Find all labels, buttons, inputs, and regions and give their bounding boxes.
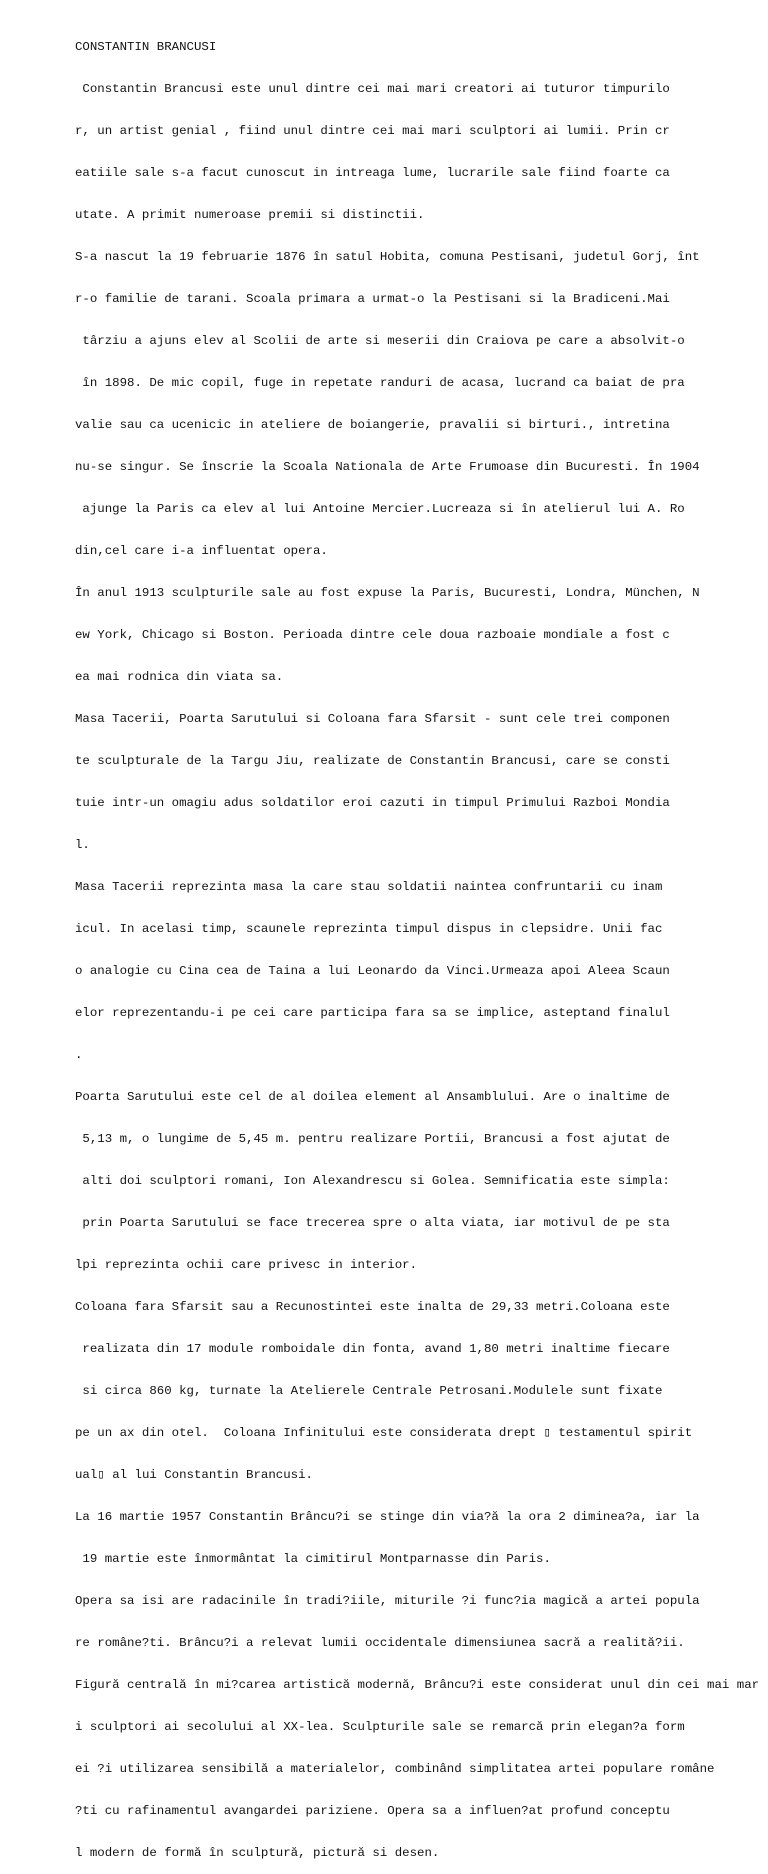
text-line: nu-se singur. Se înscrie la Scoala Nationala de Arte Frumoase din Bucuresti. În 1904 (75, 460, 700, 474)
text-line: eatiile sale s-a facut cunoscut in intreaga lume, lucrarile sale fiind foarte ca (75, 166, 670, 180)
text-line: În anul 1913 sculpturile sale au fost expuse la Paris, Bucuresti, Londra, München, N (75, 586, 700, 600)
document-title: CONSTANTIN BRANCUSI (75, 40, 217, 54)
text-line: pe un ax din otel. Coloana Infinitului este considerata drept ▯ testamentul spirit (75, 1426, 693, 1440)
text-line: i sculptori ai secolului al XX-lea. Sculpturile sale se remarcă prin elegan?a form (75, 1720, 685, 1734)
text-line: Poarta Sarutului este cel de al doilea element al Ansamblului. Are o inaltime de (75, 1090, 670, 1104)
text-line: ew York, Chicago si Boston. Perioada dintre cele doua razboaie mondiale a fost c (75, 628, 670, 642)
text-line: S-a nascut la 19 februarie 1876 în satul Hobita, comuna Pestisani, judetul Gorj, înt (75, 250, 700, 264)
text-line: icul. In acelasi timp, scaunele reprezinta timpul dispus in clepsidre. Unii fac (75, 922, 663, 936)
text-line: o analogie cu Cina cea de Taina a lui Leonardo da Vinci.Urmeaza apoi Aleea Scaun (75, 964, 670, 978)
text-line: Masa Tacerii reprezinta masa la care stau soldatii naintea confruntarii cu inam (75, 880, 663, 894)
text-line: re române?ti. Brâncu?i a relevat lumii occidentale dimensiunea sacră a realită?ii. (75, 1636, 685, 1650)
text-line: Masa Tacerii, Poarta Sarutului si Coloana fara Sfarsit - sunt cele trei componen (75, 712, 670, 726)
text-line: . (75, 1048, 83, 1062)
text-line: Opera sa isi are radacinile în tradi?iile, miturile ?i func?ia magică a artei popula (75, 1594, 700, 1608)
text-line: Coloana fara Sfarsit sau a Recunostintei este inalta de 29,33 metri.Coloana este (75, 1300, 670, 1314)
text-line: Figură centrală în mi?carea artistică modernă, Brâncu?i este considerat unul din cei mai mar (75, 1678, 760, 1692)
text-line: ea mai rodnica din viata sa. (75, 670, 284, 684)
text-line: în 1898. De mic copil, fuge in repetate randuri de acasa, lucrand ca baiat de pra (75, 376, 685, 390)
text-line: ei ?i utilizarea sensibilă a materialelor, combinând simplitatea artei populare române (75, 1762, 715, 1776)
text-line: alti doi sculptori romani, Ion Alexandrescu si Golea. Semnificatia este simpla: (75, 1174, 670, 1188)
text-line: lpi reprezinta ochii care privesc in interior. (75, 1258, 418, 1272)
text-line: te sculpturale de la Targu Jiu, realizate de Constantin Brancusi, care se consti (75, 754, 670, 768)
text-line: si circa 860 kg, turnate la Atelierele Centrale Petrosani.Modulele sunt fixate (75, 1384, 663, 1398)
text-line: târziu a ajuns elev al Scolii de arte si meserii din Craiova pe care a absolvit-o (75, 334, 685, 348)
text-line: ual▯ al lui Constantin Brancusi. (75, 1468, 313, 1482)
text-line: 5,13 m, o lungime de 5,45 m. pentru realizare Portii, Brancusi a fost ajutat de (75, 1132, 670, 1146)
text-line: utate. A primit numeroase premii si distinctii. (75, 208, 425, 222)
text-line: tuie intr-un omagiu adus soldatilor eroi cazuti in timpul Primului Razboi Mondia (75, 796, 670, 810)
text-line: ajunge la Paris ca elev al lui Antoine Mercier.Lucreaza si în atelierul lui A. Ro (75, 502, 685, 516)
text-line: r-o familie de tarani. Scoala primara a urmat-o la Pestisani si la Bradiceni.Mai (75, 292, 670, 306)
text-line: La 16 martie 1957 Constantin Brâncu?i se stinge din via?ă la ora 2 diminea?a, iar la (75, 1510, 700, 1524)
text-line: elor reprezentandu-i pe cei care participa fara sa se implice, asteptand finalul (75, 1006, 670, 1020)
text-line: prin Poarta Sarutului se face trecerea spre o alta viata, iar motivul de pe sta (75, 1216, 670, 1230)
text-line: Constantin Brancusi este unul dintre cei mai mari creatori ai tuturor timpurilo (75, 82, 670, 96)
text-line: l. (75, 838, 90, 852)
text-line: ?ti cu rafinamentul avangardei pariziene. Opera sa a influen?at profund conceptu (75, 1804, 670, 1818)
text-line: din,cel care i-a influentat opera. (75, 544, 328, 558)
text-line: 19 martie este înmormântat la cimitirul Montparnasse din Paris. (75, 1552, 551, 1566)
text-line: r, un artist genial , fiind unul dintre cei mai mari sculptori ai lumii. Prin cr (75, 124, 670, 138)
text-line: valie sau ca ucenicic in ateliere de boiangerie, pravalii si birturi., intretina (75, 418, 670, 432)
document-body (75, 12, 765, 1874)
text-line: l modern de formă în sculptură, pictură si desen. (75, 1846, 440, 1860)
text-line: realizata din 17 module romboidale din fonta, avand 1,80 metri inaltime fiecare (75, 1342, 670, 1356)
